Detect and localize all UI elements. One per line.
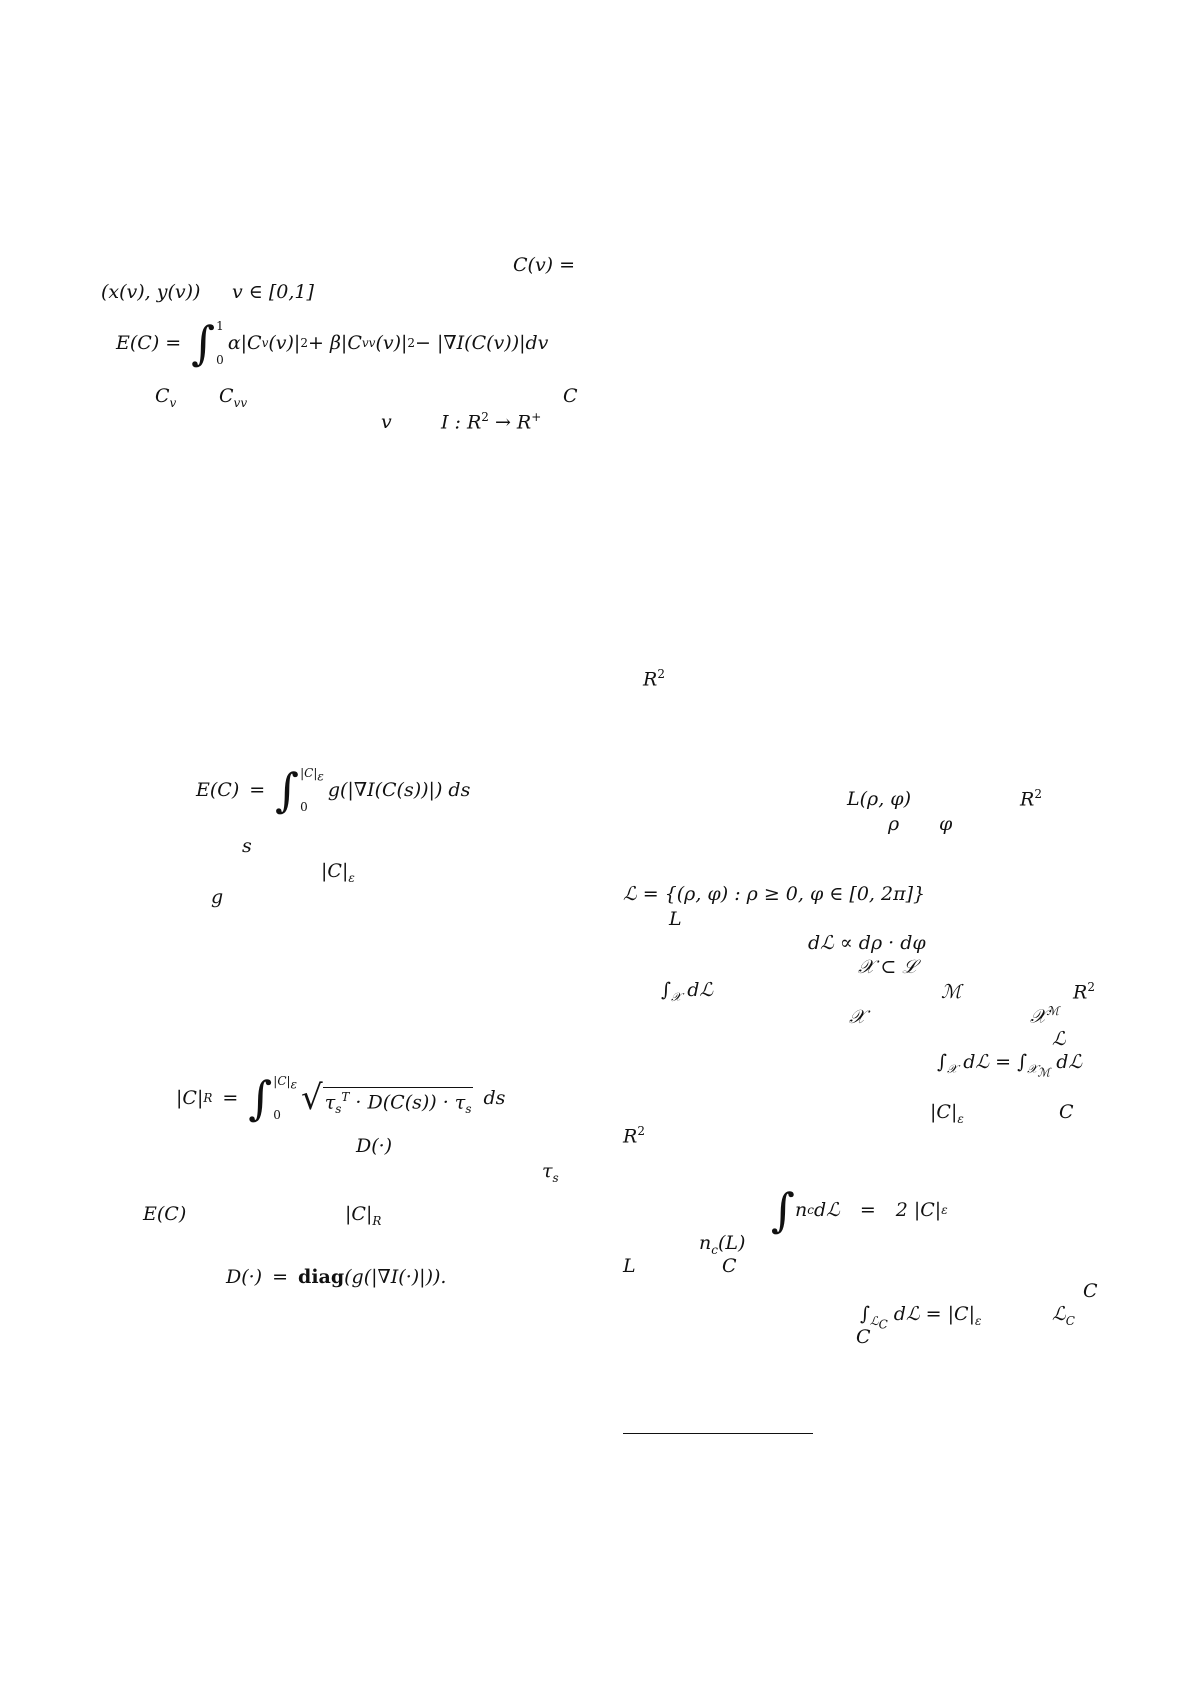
equation-metric-tensor: D(·) = diag (g(|∇I(·)|)). bbox=[226, 1266, 447, 1288]
math-R2-a: $R^2$ bbox=[643, 667, 665, 691]
math-image-map: I : $R^2 \to R^+$ bbox=[441, 410, 542, 434]
math-R2-d: $R^2$ bbox=[623, 1124, 645, 1148]
math-C-right-4: C bbox=[856, 1326, 871, 1348]
math-C-right-1: C bbox=[1059, 1101, 1074, 1123]
equation-snake-energy: E(C) = ∫ 1 0 α|C v (v)| 2 + β|C vv (v)| 2 − |∇I(C(v))|dv bbox=[116, 316, 549, 370]
math-E-of-C: E(C) bbox=[143, 1203, 187, 1225]
math-R2-c: $R^2$ bbox=[1073, 980, 1095, 1004]
math-phi: φ bbox=[939, 813, 953, 835]
math-C: C bbox=[563, 385, 578, 407]
math-line-L: L(ρ, φ) bbox=[847, 788, 911, 810]
math-nc-L: $n_c(L)$ bbox=[699, 1232, 746, 1257]
math-R2-b: $R^2$ bbox=[1020, 787, 1042, 811]
math-line-set: ℒ = {(ρ, φ) : ρ ≥ 0, φ ∈ [0, 2π]} bbox=[623, 883, 926, 905]
math-euclidean-length: $|C|_\varepsilon$ bbox=[321, 860, 355, 885]
math-M: ℳ bbox=[941, 981, 962, 1003]
math-L: L bbox=[669, 908, 682, 930]
math-D-dot: D(·) bbox=[356, 1135, 393, 1157]
equation-riemannian-length: |C| R = ∫ $|C|_\varepsilon$ 0 √ $\tau_s^T \cdot D(C(s)) \cdot \tau_s$ ds bbox=[176, 1071, 506, 1125]
math-riemannian-length-inline: $|C|_R$ bbox=[345, 1203, 382, 1228]
math-g: g bbox=[211, 886, 224, 908]
footnote-rule bbox=[623, 1433, 813, 1434]
math-integral-equality: $\int_𝒳$ dℒ = $\int_{𝒳_ℳ}$ dℒ bbox=[937, 1051, 1083, 1080]
math-integral-LC: $\int_{ℒ_C}$ dℒ = $|C|_\varepsilon$ bbox=[860, 1303, 982, 1332]
equation-geodesic-energy: E(C) = ∫ $|C|_\varepsilon$ 0 g(|∇I(C(s))|) ds bbox=[196, 763, 471, 817]
math-L-cal: ℒ bbox=[1052, 1028, 1066, 1050]
equation-cauchy-crofton: ∫ n c dℒ = 2 |C| ε bbox=[771, 1183, 948, 1237]
math-v-domain: v ∈ [0,1] bbox=[232, 281, 314, 303]
math-integral-X: $\int_𝒳$ dℒ bbox=[661, 979, 714, 1004]
math-subset: 𝒳 ⊂ ℒ bbox=[858, 956, 917, 978]
square-root: √ $\tau_s^T \cdot D(C(s)) \cdot \tau_s$ bbox=[301, 1078, 472, 1118]
math-v: v bbox=[381, 411, 392, 433]
math-rho: ρ bbox=[888, 813, 900, 835]
math-xy-of-v: (x(v), y(v)) bbox=[101, 281, 201, 303]
math-LC: ℒ$_C$ bbox=[1052, 1303, 1075, 1328]
math-XM: 𝒳$^ℳ$ bbox=[1030, 1004, 1060, 1028]
math-L-right: L bbox=[623, 1255, 636, 1277]
math-C-of-v: C(v) = bbox=[513, 254, 576, 276]
math-C-right-2: C bbox=[722, 1255, 737, 1277]
math-measure: dℒ ∝ dρ · dφ bbox=[808, 932, 926, 954]
math-X: 𝒳 bbox=[849, 1006, 866, 1028]
math-Cvv: $C_{vv}$ bbox=[219, 385, 248, 410]
math-euclidean-length-right: $|C|_\varepsilon$ bbox=[930, 1101, 964, 1126]
math-tau-s: $\tau_s$ bbox=[542, 1160, 559, 1185]
math-C-right-3: C bbox=[1083, 1280, 1098, 1302]
math-s: s bbox=[242, 835, 252, 857]
math-Cv: $C_v$ bbox=[155, 385, 177, 410]
